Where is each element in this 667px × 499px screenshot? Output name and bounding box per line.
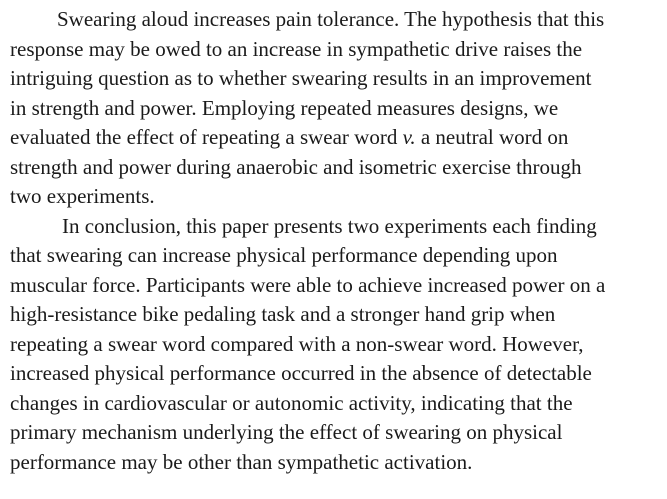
conclusion-paragraph xyxy=(10,212,660,478)
text-segment: evaluated the effect of repeating a swear word xyxy=(10,125,403,149)
text-line: performance may be other than sympathetic activation. xyxy=(10,449,473,474)
text-line: two experiments. xyxy=(10,184,155,208)
text-line: muscular force. Participants were able to achieve increased power on a xyxy=(10,272,606,297)
italic-abbreviation: v. xyxy=(402,125,416,149)
text-segment: a neutral word on xyxy=(415,125,569,149)
text-line: increased physical performance occurred in the absence of detectable xyxy=(10,361,592,385)
text-line: primary mechanism underlying the effect of swearing on physical xyxy=(10,420,563,444)
text-line: repeating a swear word compared with a non-swear word. However, xyxy=(10,331,584,356)
document-body xyxy=(10,5,660,477)
abstract-paragraph xyxy=(10,5,660,212)
text-line: Swearing aloud increases pain tolerance. The hypothesis that this xyxy=(57,7,605,31)
text-line: in strength and power. Employing repeated measures designs, we xyxy=(10,95,559,120)
text-line: strength and power during anaerobic and isometric exercise through xyxy=(10,154,582,179)
text-line: changes in cardiovascular or autonomic activity, indicating that the xyxy=(10,390,573,415)
text-line: high-resistance bike pedaling task and a stronger hand grip when xyxy=(10,302,556,326)
text-line: intriguing question as to whether swearing results in an improvement xyxy=(10,66,592,90)
text-line: response may be owed to an increase in sympathetic drive raises the xyxy=(10,36,583,61)
text-line: that swearing can increase physical performance depending upon xyxy=(10,243,558,267)
text-line xyxy=(10,123,660,153)
text-line: In conclusion, this paper presents two experiments each finding xyxy=(62,213,597,238)
